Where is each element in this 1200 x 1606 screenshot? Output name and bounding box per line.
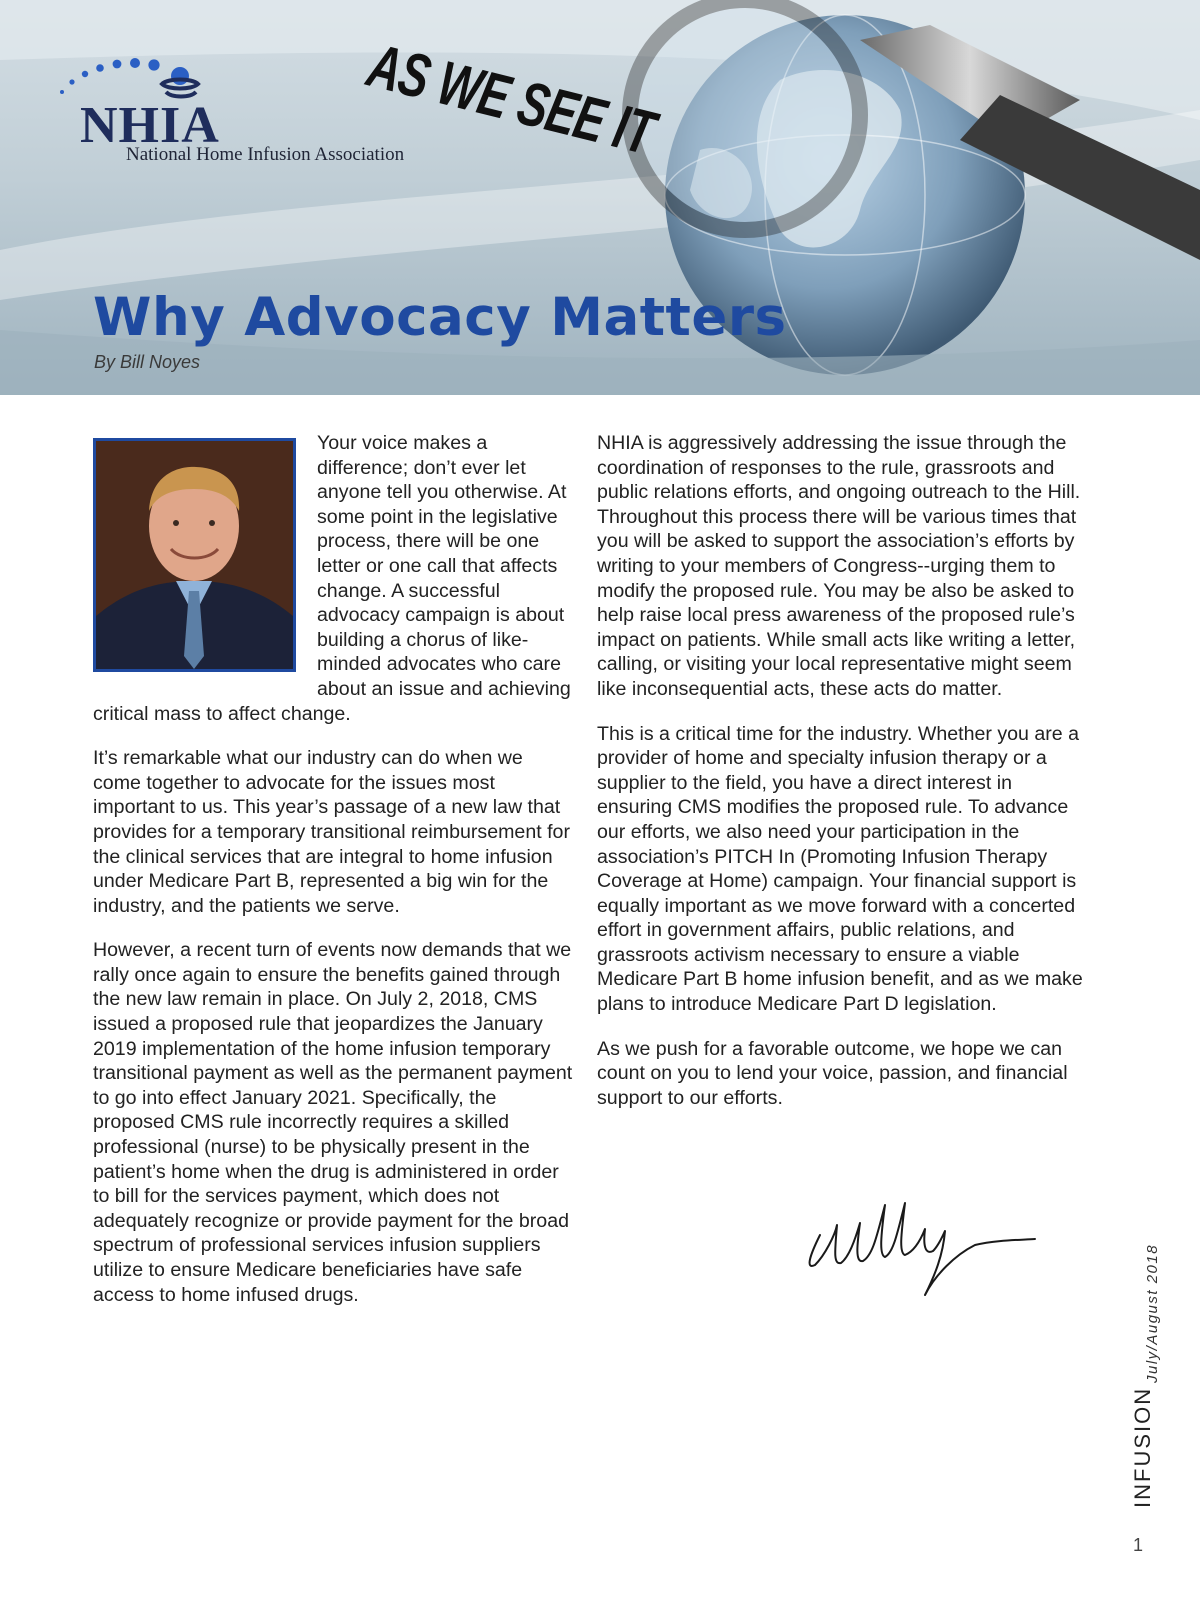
- article-title: Why Advocacy Matters: [93, 287, 787, 348]
- article-byline: By Bill Noyes: [94, 352, 201, 372]
- paragraph: As we push for a favorable outcome, we hope we can count on you to lend your voice, passion, and financial support to our efforts.: [597, 1037, 1068, 1109]
- page-number: 1: [1133, 1535, 1144, 1555]
- paragraph: Your voice makes a difference; don’t ever let anyone tell you otherwise. At some point in the legislative process, there will be one letter or one call that affects change. A successful advocacy campaign is about building a chorus of like-minded advocates who care about an issue and achieving critical mass to affect change.: [93, 432, 571, 725]
- section-kicker: AS WE SEE IT: [361, 30, 661, 169]
- author-photo: [93, 438, 296, 672]
- paragraph: NHIA is aggressively addressing the issue through the coordination of responses to the rule, grassroots and public relations efforts, and ongoing outreach to the Hill. Throughout this process there will be various times that you will be asked to support the association’s efforts by writing to your members of Congress--urging them to modify the proposed rule. You may be also be asked to help raise local press awareness of the proposed rule’s impact on patients. While small acts like writing a letter, calling, or visiting your local representative might seem like inconsequential acts, these acts do matter.: [597, 432, 1081, 700]
- right-column: [597, 431, 1087, 1130]
- issue-date: July/August 2018: [1144, 1243, 1161, 1383]
- paragraph: This is a critical time for the industry. Whether you are a provider of home and specialty infusion therapy or a supplier to the field, you have a direct interest in ensuring CMS modifies the proposed rule. To advance our efforts, we also need your participation in the association’s PITCH In (Promoting Infusion Therapy Coverage at Home) campaign. Your financial support is equally important as we move forward with a concerted effort in government affairs, public relations, and grassroots activism necessary to ensure a viable Medicare Part B home infusion benefit, and as we make plans to introduce Medicare Part D legislation.: [597, 722, 1083, 1016]
- org-abbreviation: NHIA: [80, 97, 220, 154]
- org-name: National Home Infusion Association: [126, 144, 405, 165]
- left-column: [93, 431, 575, 1327]
- signature-icon: [805, 1195, 1045, 1305]
- author-portrait-icon: [96, 441, 293, 669]
- header-banner: [0, 0, 1200, 395]
- magazine-name: INFUSION: [1130, 1386, 1155, 1508]
- paragraph: However, a recent turn of events now demands that we rally once again to ensure the benefits gained through the new law remain in place. On July 2, 2018, CMS issued a proposed rule that jeopardizes the January 2019 implementation of the home infusion temporary transitional payment as well as the permanent payment to go into effect January 2021. Specifically, the proposed CMS rule incorrectly requires a skilled professional (nurse) to be physically present in the patient’s home when the drug is administered in order to bill for the services payment, which does not adequately recognize or provide payment for the broad spectrum of professional services infusion suppliers utilize to ensure Medicare beneficiaries have safe access to home infused drugs.: [93, 939, 573, 1306]
- paragraph: It’s remarkable what our industry can do when we come together to advocate for the issues most important to us. This year’s passage of a new law that provides for a temporary transitional reimbursement for the clinical services that are integral to home infusion under Medicare Part B, represented a big win for the industry, and the patients we serve.: [93, 747, 570, 917]
